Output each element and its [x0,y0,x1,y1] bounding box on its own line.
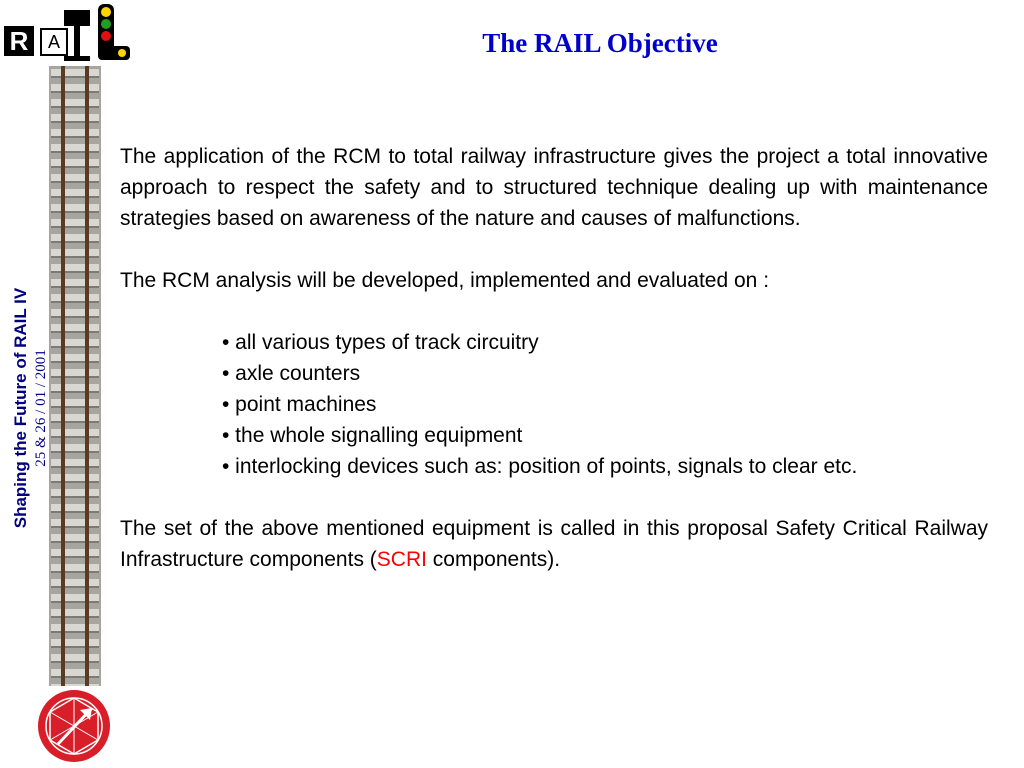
list-item: • point machines [222,393,377,416]
list-item: • interlocking devices such as: position of points, signals to clear etc. [222,455,858,478]
equipment-list [120,327,988,482]
logo-letter-a: A [40,28,68,56]
slide-body [120,141,988,575]
rail-logo [0,0,140,70]
scri-paragraph [120,513,988,575]
conference-date: 25 & 26 / 01 / 2001 [33,349,49,467]
slide-title: The RAIL Objective [482,28,718,58]
list-item: • the whole signalling equipment [222,424,523,447]
list-item: • axle counters [222,362,361,385]
rcm-analysis-paragraph: The RCM analysis will be developed, implemented and evaluated on : [120,269,770,292]
sidebar-caption [10,148,70,668]
traffic-light-icon [94,2,134,64]
rail-signal-post-icon [60,4,96,62]
emblem-logo-icon [36,688,112,764]
logo-letter-r: R [4,26,34,56]
intro-paragraph: The application of the RCM to total railway infrastructure gives the project a total innovative approach to respect the safety and to structured technique dealing up with maintenance strategies based on awareness of the nature and causes of malfunctions. [120,145,988,230]
list-item: • all various types of track circuitry [222,331,539,354]
scri-text-before: The set of the above mentioned equipment is called in this proposal Safety Critical Railway Infrastructure components ( [120,517,988,571]
conference-title: Shaping the Future of RAIL IV [11,287,30,529]
scri-highlight: SCRI [376,548,427,571]
scri-text-after: components). [426,548,561,571]
